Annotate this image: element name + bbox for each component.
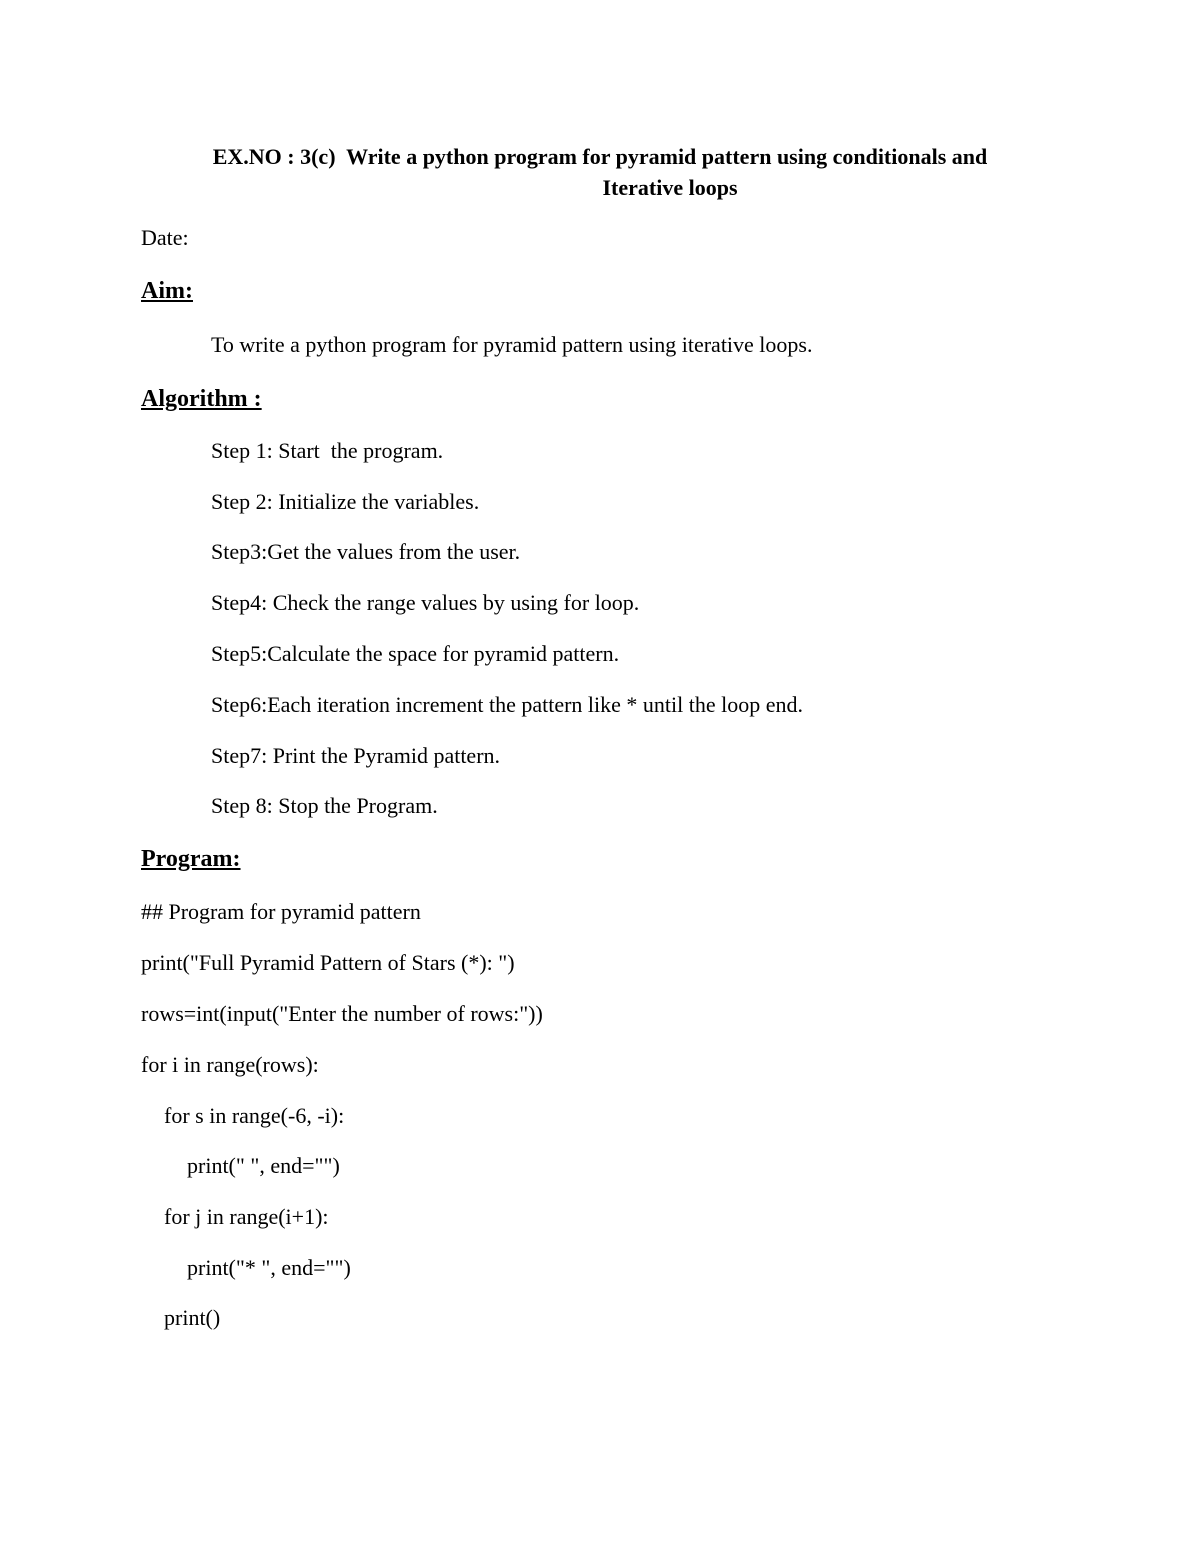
algorithm-step: Step5:Calculate the space for pyramid pattern.: [211, 641, 620, 666]
aim-text: To write a python program for pyramid pattern using iterative loops.: [211, 332, 813, 357]
document-title-line-1: EX.NO : 3(c) Write a python program for pyramid pattern using conditionals and: [212, 144, 988, 169]
algorithm-step: Step 1: Start the program.: [211, 438, 444, 463]
code-line: for j in range(i+1):: [164, 1204, 329, 1229]
algorithm-step: Step 2: Initialize the variables.: [211, 489, 480, 514]
code-line: print("Full Pyramid Pattern of Stars (*): "): [141, 950, 515, 975]
algorithm-step: Step 8: Stop the Program.: [211, 793, 438, 818]
code-line: rows=int(input("Enter the number of rows:")): [141, 1001, 543, 1026]
code-line: print(" ", end=""): [187, 1153, 340, 1178]
algorithm-heading: Algorithm :: [141, 386, 262, 412]
code-line: ## Program for pyramid pattern: [141, 899, 421, 924]
code-line: print("* ", end=""): [187, 1255, 351, 1280]
algorithm-step: Step7: Print the Pyramid pattern.: [211, 743, 501, 768]
document-title-line-2: Iterative loops: [602, 175, 738, 200]
program-heading: Program:: [141, 846, 241, 872]
aim-heading: Aim:: [141, 278, 193, 304]
date-label: Date:: [141, 225, 189, 250]
algorithm-step: Step6:Each iteration increment the pattern like * until the loop end.: [211, 692, 803, 717]
algorithm-step: Step3:Get the values from the user.: [211, 539, 521, 564]
code-line: for i in range(rows):: [141, 1052, 319, 1077]
algorithm-step: Step4: Check the range values by using for loop.: [211, 590, 640, 615]
code-line: print(): [164, 1305, 221, 1330]
code-line: for s in range(-6, -i):: [164, 1103, 345, 1128]
